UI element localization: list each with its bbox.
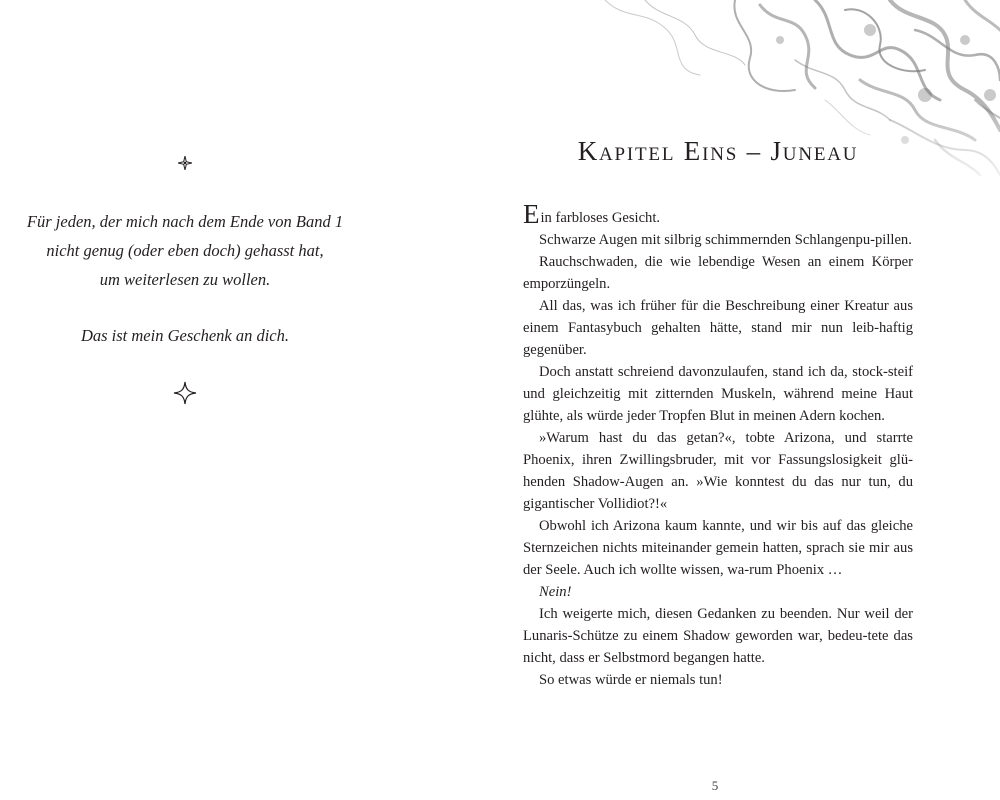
sparkle-icon (178, 156, 192, 170)
paragraph: Doch anstatt schreiend davonzulaufen, stand ich da, stock-steif und gleichzeitig mit zitternden Muskeln, während meine Haut glühte, als würde jeder Tropfen Blut in meinen Adern kochen. (523, 364, 913, 424)
dedication-line: um weiterlesen zu wollen. (99, 270, 271, 289)
smoke-illustration (495, 0, 1000, 200)
opening-text: in farbloses Gesicht. (540, 210, 661, 226)
paragraph: Obwohl ich Arizona kaum kannte, und wir bis auf das gleiche Sternzeichen nichts miteinander gemein hatten, sprach sie mir aus der Seele. Auch ich wollte wissen, wa-rum Phoenix … (523, 518, 913, 578)
sparkle-icon (173, 381, 197, 405)
dedication-line: Für jeden, der mich nach dem Ende von Band 1 (26, 212, 344, 231)
page-number: 5 (711, 778, 719, 793)
chapter-body (523, 199, 913, 691)
drop-cap: E (523, 199, 540, 229)
paragraph: So etwas würde er niemals tun! (539, 672, 723, 688)
italic-text: Nein! (539, 584, 572, 600)
opening-paragraph (523, 199, 913, 229)
chapter-title: Kapitel Eins – Juneau (577, 136, 859, 166)
paragraph: Rauchschwaden, die wie lebendige Wesen an einem Körper emporzüngeln. (523, 254, 913, 292)
paragraph: All das, was ich früher für die Beschreibung einer Kreatur aus einem Fantasybuch gehalten hätte, stand mir nun leib-haftig gegenüber. (523, 298, 913, 358)
italic-paragraph (523, 581, 913, 603)
paragraph: Ich weigerte mich, diesen Gedanken zu beenden. Nur weil der Lunaris-Schütze zu einem Shadow geworden war, bedeu-tete das nicht, dass er Selbstmord begangen hatte. (523, 606, 913, 666)
paragraph: Schwarze Augen mit silbrig schimmernden Schlangenpu-pillen. (539, 232, 912, 248)
paragraph: »Warum hast du das getan?«, tobte Arizona, und starrte Phoenix, ihren Zwillingsbruder, mit vor Fassungslosigkeit glü-henden Shadow-Augen an. »Wie konntest du das nur tun, du gigantischer Vollidiot?!« (523, 430, 913, 512)
dedication-closing: Das ist mein Geschenk an dich. (80, 326, 290, 345)
dedication-line: nicht genug (oder eben doch) gehasst hat, (46, 241, 324, 260)
left-page (0, 0, 495, 800)
dedication (0, 207, 370, 350)
